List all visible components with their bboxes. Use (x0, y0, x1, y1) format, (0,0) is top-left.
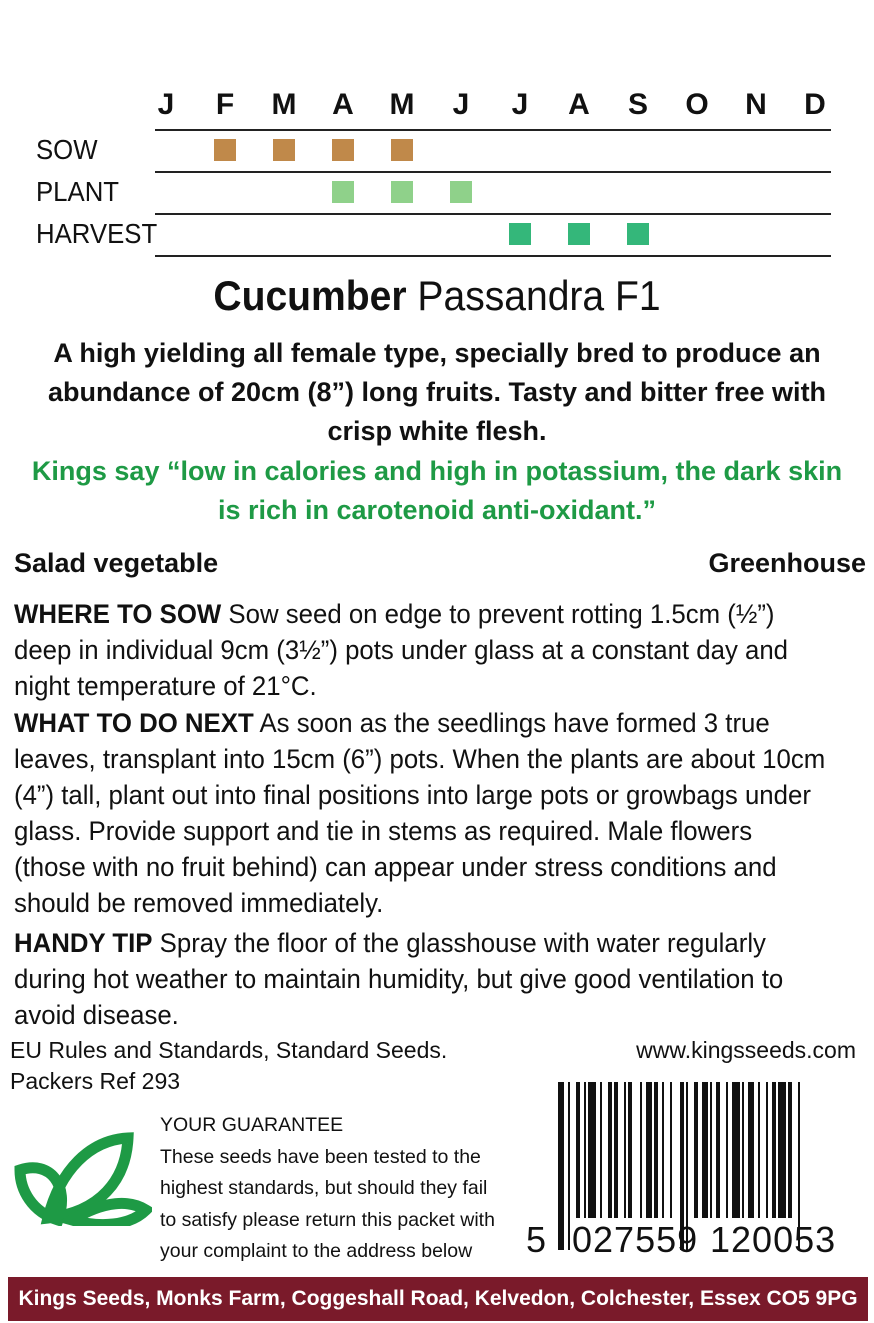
barcode (522, 1080, 862, 1260)
sow-month-marker (273, 139, 295, 161)
address-footer: Kings Seeds, Monks Farm, Coggeshall Road, Kelvedon, Colchester, Essex CO5 9PG (8, 1277, 868, 1321)
where-to-sow-section (14, 596, 826, 704)
section-heading: WHERE TO SOW (14, 599, 222, 629)
packers-ref: Packers Ref 293 (10, 1068, 181, 1094)
harvest-month-marker (509, 223, 531, 245)
variety-name: Passandra F1 (417, 272, 661, 319)
product-title (31, 272, 844, 320)
description-line: A high yielding all female type, specially bred to produce an (53, 338, 821, 368)
row-label-harvest: HARVEST (36, 218, 158, 249)
barcode-bar (646, 1082, 652, 1218)
barcode-bar (654, 1082, 658, 1218)
growing-location-tag: Greenhouse (708, 548, 866, 578)
guarantee-line: highest standards, but should they fail (160, 1177, 488, 1199)
barcode-bar (628, 1082, 632, 1218)
barcode-bar (758, 1082, 760, 1218)
month-label: J (157, 88, 175, 121)
section-heading: HANDY TIP (14, 928, 153, 958)
month-label: J (511, 88, 529, 121)
description-line: crisp white flesh. (327, 416, 547, 446)
barcode-bar (624, 1082, 626, 1218)
guarantee-line: to satisfy please return this packet with (160, 1208, 495, 1231)
quote-line: is rich in carotenoid anti-oxidant.” (217, 495, 657, 525)
month-label: O (685, 88, 709, 121)
description-line: abundance of 20cm (8”) long fruits. Tasty and bitter free with (47, 377, 827, 407)
barcode-bar (694, 1082, 698, 1218)
product-name: Cucumber (213, 272, 407, 319)
barcode-bar (640, 1082, 642, 1218)
what-to-do-next-section (14, 705, 826, 921)
barcode-digits-left: 027559 (572, 1219, 699, 1260)
calendar-rule (155, 171, 831, 173)
plant-month-marker (332, 181, 354, 203)
kings-leaf-logo (10, 1130, 152, 1226)
barcode-bar (710, 1082, 712, 1218)
row-label-sow: SOW (36, 134, 98, 165)
harvest-month-marker (627, 223, 649, 245)
section-heading: WHAT TO DO NEXT (14, 708, 254, 738)
row-label-plant: PLANT (36, 176, 120, 207)
month-label: F (215, 88, 235, 121)
barcode-bar (726, 1082, 728, 1218)
barcode-bar (662, 1082, 664, 1218)
barcode-bar (742, 1082, 744, 1218)
month-label: M (271, 88, 297, 121)
barcode-bar (608, 1082, 612, 1218)
barcode-bar (670, 1082, 672, 1218)
handy-tip-section (14, 925, 826, 1033)
barcode-bar (576, 1082, 580, 1218)
sow-month-marker (332, 139, 354, 161)
barcode-bar (778, 1082, 786, 1218)
month-label: M (389, 88, 415, 121)
month-label: S (627, 88, 648, 121)
guarantee-line: your complaint to the address below (160, 1240, 473, 1262)
calendar-rule (155, 129, 831, 131)
barcode-bar (748, 1082, 754, 1218)
sow-month-marker (391, 139, 413, 161)
calendar-rule (155, 213, 831, 215)
barcode-bar (584, 1082, 586, 1218)
guarantee-heading: YOUR GUARANTEE (160, 1114, 344, 1136)
legal-standards: EU Rules and Standards, Standard Seeds. (10, 1037, 448, 1063)
month-label: A (332, 88, 354, 121)
barcode-bar (772, 1082, 776, 1218)
barcode-bar (788, 1082, 792, 1218)
barcode-bar (588, 1082, 596, 1218)
barcode-digit-first: 5 (526, 1219, 547, 1260)
plant-month-marker (391, 181, 413, 203)
barcode-bar (702, 1082, 708, 1218)
barcode-bar (614, 1082, 618, 1218)
sow-month-marker (214, 139, 236, 161)
barcode-bar (716, 1082, 720, 1218)
section-text: As soon as the seedlings have formed 3 true leaves, transplant into 15cm (6”) pots. When the plants are about 10cm (4”) tall, plant out into final positions into large pots or growbags under glass. Provide support and tie in stems as required. Male flowers (those with no fruit behind) can appear under stress conditions and should be removed immediately. (14, 708, 826, 918)
barcode-bar (558, 1082, 564, 1250)
harvest-month-marker (568, 223, 590, 245)
month-label: A (568, 88, 590, 121)
calendar-rule (155, 255, 831, 257)
barcode-digits-right: 120053 (710, 1219, 837, 1260)
barcode-bar (600, 1082, 602, 1218)
category-tag: Salad vegetable (14, 548, 219, 578)
section-text: Spray the floor of the glasshouse with water regularly during hot weather to maintain humidity, but give good ventilation to avoid disease. (14, 928, 784, 1030)
barcode-bar (732, 1082, 740, 1218)
barcode-bar (568, 1082, 570, 1250)
quote-line: Kings say “low in calories and high in potassium, the dark skin (31, 456, 843, 486)
guarantee-box (160, 1110, 530, 1268)
section-text: Sow seed on edge to prevent rotting 1.5cm (½”) deep in individual 9cm (3½”) pots under glass at a constant day and night temperature of 21°C. (14, 599, 789, 701)
kings-say-quote (0, 452, 874, 530)
plant-month-marker (450, 181, 472, 203)
website-link[interactable]: www.kingsseeds.com (636, 1037, 856, 1063)
month-label: J (452, 88, 470, 121)
month-label: N (745, 88, 767, 121)
description (0, 334, 874, 451)
guarantee-line: These seeds have been tested to the (160, 1145, 481, 1168)
barcode-bar (766, 1082, 768, 1218)
month-label: D (804, 88, 826, 121)
